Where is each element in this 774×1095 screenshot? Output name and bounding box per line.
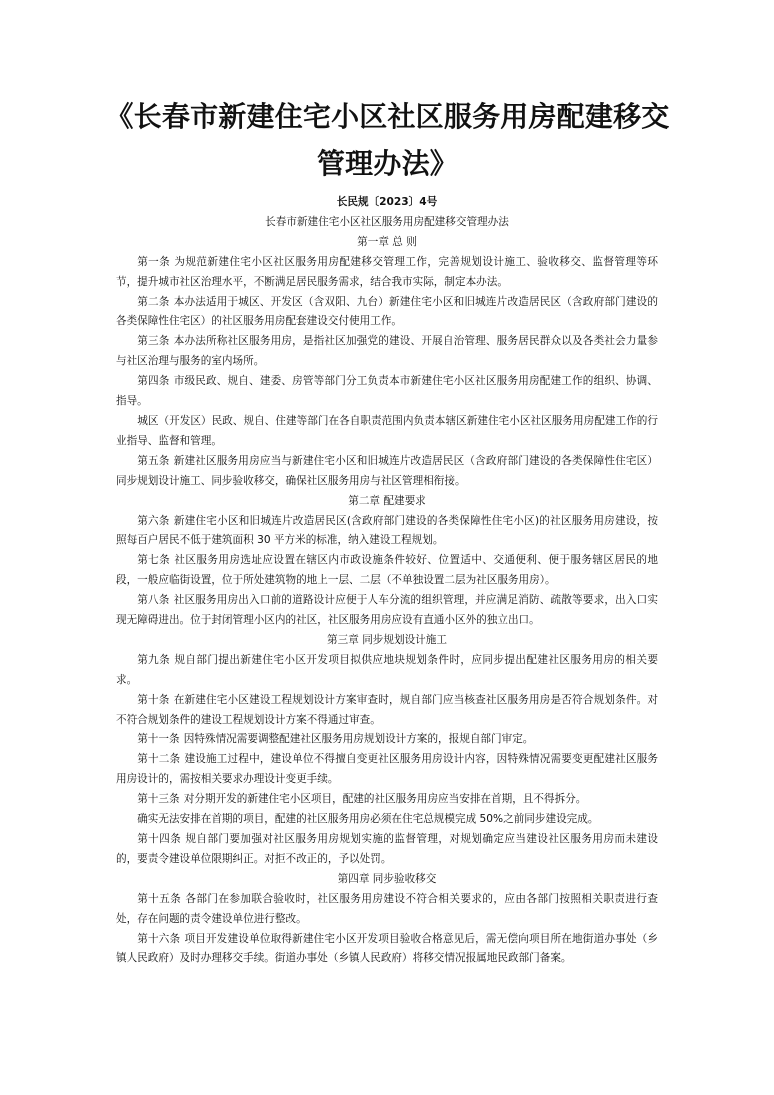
article-text: 对分期开发的新建住宅小区项目，配建的社区服务用房应当安排在首期，且不得拆分。 — [183, 793, 587, 806]
article-paragraph — [116, 790, 658, 810]
article-number: 第六条 — [137, 514, 170, 527]
article-number: 第十条 — [137, 693, 170, 706]
chapter-heading: 第一章 总 则 — [357, 235, 417, 248]
chapter-heading: 第四章 同步验收移交 — [337, 872, 437, 885]
document-body — [116, 193, 658, 969]
article-text: 项目开发建设单位取得新建住宅小区开发项目验收合格意见后，需无偿向项目所在地街道办事处（乡镇人民政府）及时办理移交手续。街道办事处（乡镇人民政府）将移交情况报属地民政部门备案。 — [116, 932, 658, 965]
article-text: 新建社区服务用房应当与新建住宅小区和旧城连片改造居民区（含政府部门建设的各类保障性住宅区）同步规划设计施工、同步验收移交，确保社区服务用房与社区管理相衔接。 — [116, 454, 658, 487]
article-paragraph — [116, 930, 658, 970]
article-text: 各部门在参加联合验收时，社区服务用房建设不符合相关要求的，应由各部门按照相关职责进行查处，存在问题的责令建设单位进行整改。 — [116, 892, 658, 925]
article-paragraph — [116, 452, 658, 492]
article-number: 第三条 — [137, 335, 170, 348]
article-text: 规自部门要加强对社区服务用房规划实施的监督管理，对规划确定应当建设社区服务用房而未建设的，要责令建设单位限期纠正。对拒不改正的，予以处罚。 — [116, 833, 658, 865]
article-text: 在新建住宅小区建设工程规划设计方案审查时，规自部门应当核查社区服务用房是否符合规划条件。对不符合规划条件的建设工程规划设计方案不得通过审查。 — [116, 693, 658, 726]
article-number: 第九条 — [137, 653, 171, 666]
document-title: 《长春市新建住宅小区社区服务用房配建移交管理办法》 — [105, 100, 670, 180]
article-text: 确实无法安排在首期的项目，配建的社区服务用房必须在住宅总规模完成 50%之前同步建设完成。 — [137, 813, 599, 826]
article-number: 第一条 — [137, 255, 171, 268]
article-number: 第八条 — [137, 594, 170, 607]
article-number: 第十六条 — [137, 932, 181, 945]
article-paragraph — [116, 730, 658, 750]
article-paragraph — [116, 750, 658, 790]
article-text: 建设施工过程中，建设单位不得擅自变更社区服务用房设计内容，因特殊情况需要变更配建社区服务用房设计的，需按相关要求办理设计变更手续。 — [116, 753, 658, 786]
article-paragraph — [116, 651, 658, 691]
article-text: 本办法适用于城区、开发区（含双阳、九台）新建住宅小区和旧城连片改造居民区（含政府部门建设的各类保障性住宅区）的社区服务用房配套建设交付使用工作。 — [116, 295, 658, 328]
article-number: 第十四条 — [137, 833, 182, 845]
article-text: 规自部门提出新建住宅小区开发项目拟供应地块规划条件时，应同步提出配建社区服务用房的相关要求。 — [116, 653, 658, 686]
article-paragraph — [116, 512, 658, 552]
article-text: 因特殊情况需要调整配建社区服务用房规划设计方案的，报规自部门审定。 — [183, 733, 534, 746]
article-text: 城区（开发区）民政、规自、住建等部门在各自职责范围内负责本辖区新建住宅小区社区服务用房配建工作的行业指导、监督和管理。 — [116, 414, 658, 447]
article-paragraph — [116, 810, 658, 830]
article-paragraph — [116, 830, 658, 870]
article-number: 第五条 — [137, 454, 170, 467]
document-number: 长民规〔2023〕4号 — [336, 196, 438, 208]
article-paragraph — [116, 551, 658, 591]
document-content — [116, 233, 658, 970]
article-number: 第十一条 — [137, 733, 180, 746]
document-subtitle: 长春市新建住宅小区社区服务用房配建移交管理办法 — [265, 215, 509, 228]
article-paragraph — [116, 412, 658, 452]
article-text: 新建住宅小区和旧城连片改造居民区(含政府部门建设的各类保障性住宅小区)的社区服务用房建设，按照每百户居民不低于建筑面积 30 平方米的标准，纳入建设工程规划。 — [116, 514, 659, 547]
article-number: 第二条 — [137, 295, 170, 308]
article-text: 市级民政、规自、建委、房管等部门分工负责本市新建住宅小区社区服务用房配建工作的组织、协调、指导。 — [116, 375, 658, 408]
article-paragraph — [116, 372, 658, 412]
article-paragraph — [116, 293, 658, 333]
article-paragraph — [116, 691, 658, 731]
article-paragraph — [116, 253, 658, 293]
article-paragraph — [116, 890, 658, 930]
article-text: 为规范新建住宅小区社区服务用房配建移交管理工作，完善规划设计施工、验收移交、监督管理等环节，提升城市社区治理水平，不断满足居民服务需求，结合我市实际，制定本办法。 — [116, 255, 658, 288]
chapter-heading: 第二章 配建要求 — [348, 494, 426, 507]
article-number: 第十三条 — [137, 793, 180, 806]
article-text: 社区服务用房出入口前的道路设计应便于人车分流的组织管理，并应满足消防、疏散等要求，出入口实现无障碍进出。位于封闭管理小区内的社区，社区服务用房应设有直通小区外的独立出口。 — [116, 594, 658, 627]
article-text: 社区服务用房选址应设置在辖区内市政设施条件较好、位置适中、交通便利、便于服务辖区居民的地段，一般应临街设置，位于所处建筑物的地上一层、二层（不单独设置二层为社区服务用房）。 — [116, 554, 658, 587]
article-paragraph — [116, 591, 658, 631]
article-number: 第十五条 — [137, 892, 182, 905]
article-paragraph — [116, 332, 658, 372]
article-number: 第七条 — [137, 554, 171, 567]
article-number: 第四条 — [137, 375, 170, 388]
article-text: 本办法所称社区服务用房，是指社区加强党的建设、开展自治管理、服务居民群众以及各类社会力量参与社区治理与服务的室内场所。 — [116, 335, 658, 368]
article-number: 第十二条 — [137, 753, 181, 766]
chapter-heading: 第三章 同步规划设计施工 — [327, 633, 447, 646]
